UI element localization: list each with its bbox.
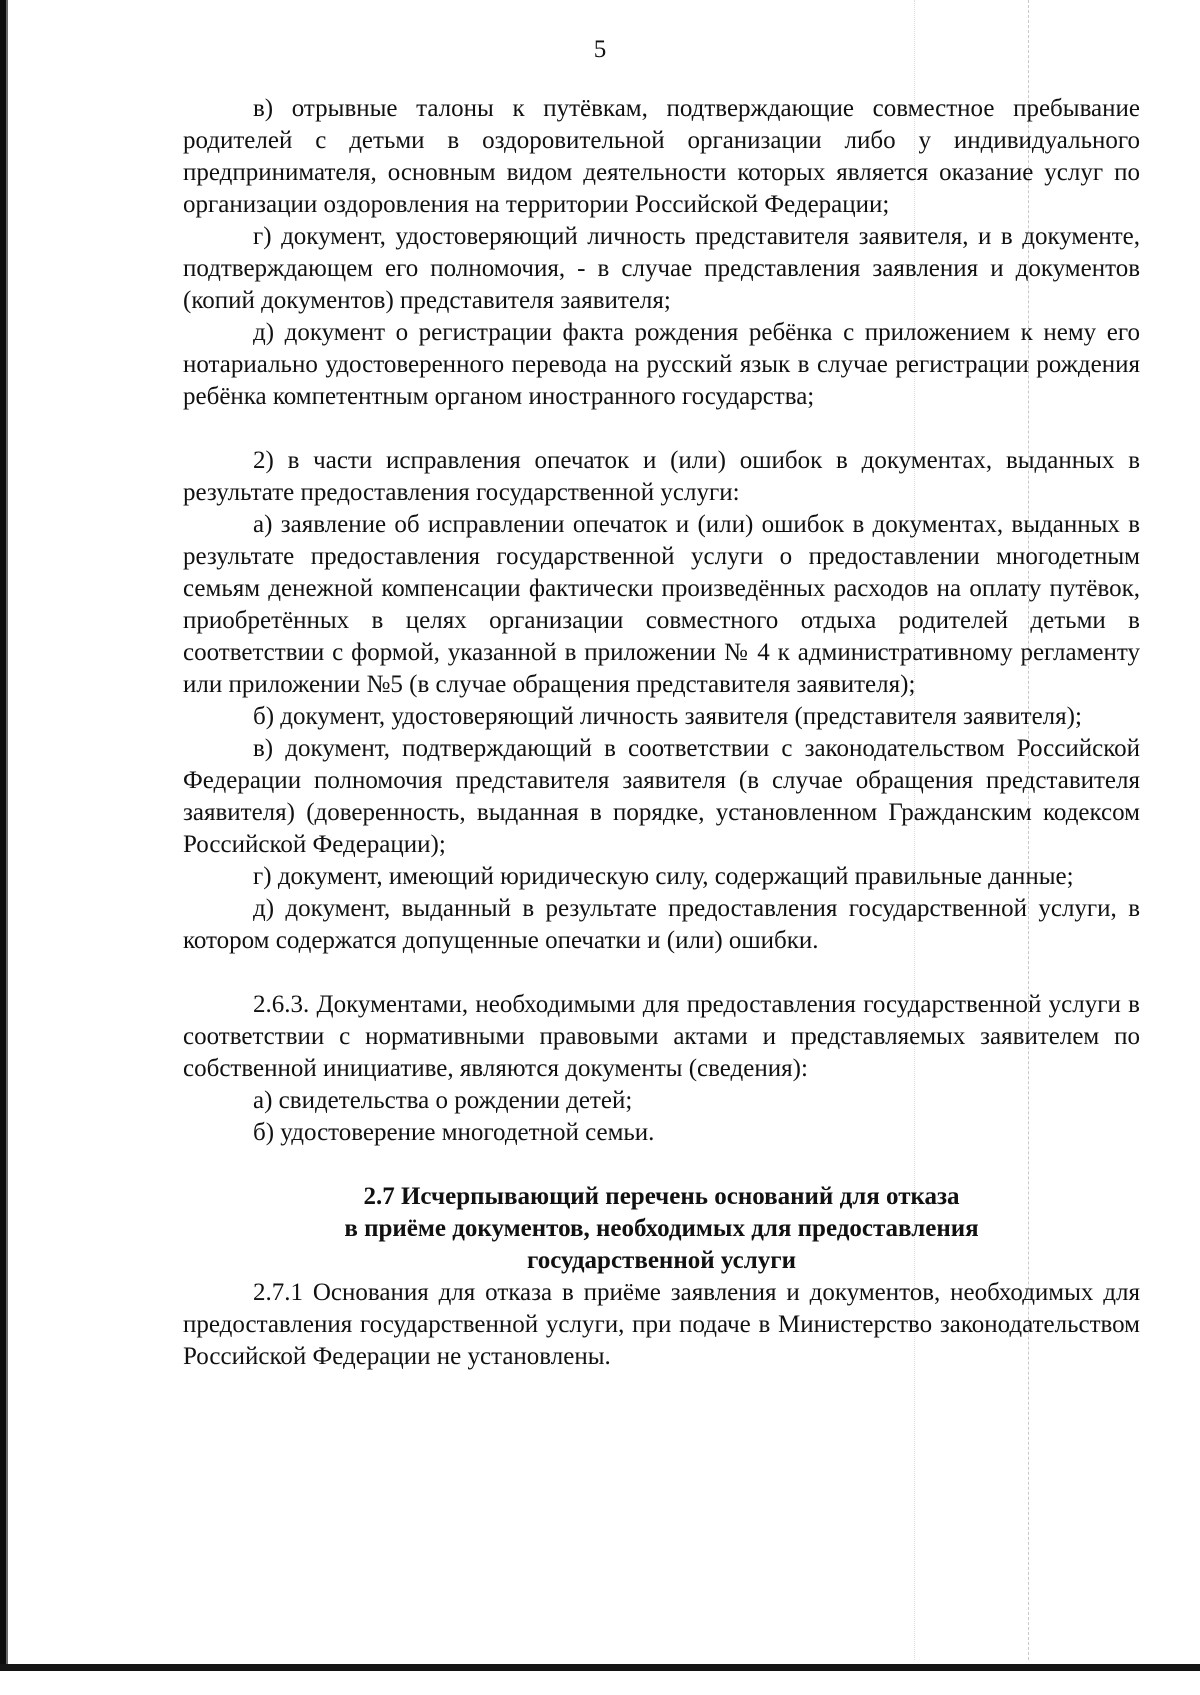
document-body	[183, 93, 1140, 1373]
scan-left-edge	[0, 0, 14, 1671]
paragraph-correction-application: а) заявление об исправлении опечаток и (или) ошибок в документах, выданных в результате предоставления государственной услуги о предоставлении многодетным семьям денежной компенсации фактически произведённых расходов на оплату путёвок, приобретённых в целях организации совместного отдыха родителей детьми в соответствии с формой, указанной в приложении № 4 к административному регламенту или приложении №5 (в случае обращения представителя заявителя);	[183, 511, 1140, 698]
heading-line-1: 2.7 Исчерпывающий перечень оснований для отказа	[363, 1183, 960, 1210]
paragraph-applicant-id: б) документ, удостоверяющий личность заявителя (представителя заявителя);	[253, 703, 1082, 730]
paragraph-2-7-1: 2.7.1 Основания для отказа в приёме заявления и документов, необходимых для предоставления государственной услуги, при подаче в Министерство законодательством Российской Федерации не установлены.	[183, 1279, 1140, 1370]
paragraph-birth-registration: д) документ о регистрации факта рождения ребёнка с приложением к нему его нотариально удостоверенного перевода на русский язык в случае регистрации рождения ребёнка компетентным органом иностранного государства;	[183, 319, 1140, 410]
scan-bottom-edge	[0, 1664, 1200, 1671]
paragraph-birth-certificates: а) свидетельства о рождении детей;	[253, 1087, 633, 1114]
paragraph-corrections-intro: 2) в части исправления опечаток и (или) ошибок в документах, выданных в результате предоставления государственной услуги:	[183, 447, 1140, 506]
page-number: 5	[593, 36, 607, 63]
paragraph-vouchers: в) отрывные талоны к путёвкам, подтверждающие совместное пребывание родителей с детьми в оздоровительной организации либо у индивидуального предпринимателя, основным видом деятельности которых является оказание услуг по организации оздоровления на территории Российской Федерации;	[183, 95, 1140, 218]
heading-line-3: государственной услуги	[526, 1247, 797, 1274]
paragraph-large-family-certificate: б) удостоверение многодетной семьи.	[253, 1119, 655, 1146]
section-heading-2-7	[183, 1181, 1140, 1277]
paragraph-2-6-3: 2.6.3. Документами, необходимыми для предоставления государственной услуги в соответствии с нормативными правовыми актами и представляемых заявителем по собственной инициативе, являются документы (сведения):	[183, 991, 1140, 1082]
heading-line-2: в приёме документов, необходимых для предоставления	[344, 1215, 979, 1242]
paragraph-erroneous-document: д) документ, выданный в результате предоставления государственной услуги, в котором содержатся допущенные опечатки и (или) ошибки.	[183, 895, 1140, 954]
paragraph-authority-document: в) документ, подтверждающий в соответствии с законодательством Российской Федерации полномочия представителя заявителя (в случае обращения представителя заявителя) (доверенность, выданная в порядке, установленном Гражданским кодексом Российской Федерации);	[183, 735, 1140, 858]
paragraph-correct-data-document: г) документ, имеющий юридическую силу, содержащий правильные данные;	[253, 863, 1074, 890]
paragraph-representative-id: г) документ, удостоверяющий личность представителя заявителя, и в документе, подтверждающем его полномочия, - в случае представления заявления и документов (копий документов) представителя заявителя;	[183, 223, 1140, 314]
